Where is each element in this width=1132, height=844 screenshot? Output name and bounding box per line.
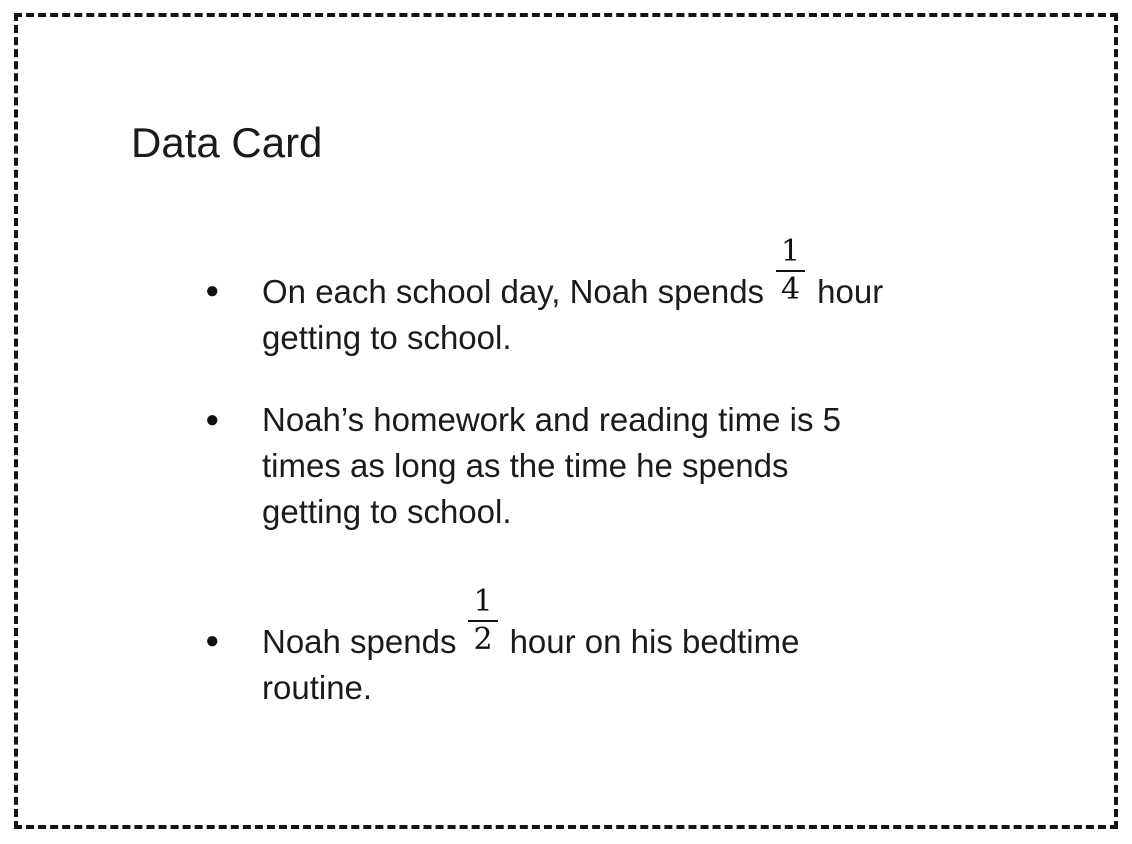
bullet-text [262, 235, 883, 361]
bullet-icon: ● [205, 627, 220, 654]
bullet-icon: ● [205, 277, 220, 304]
text-line: getting to school. [262, 493, 512, 530]
bullet-icon: ● [205, 406, 220, 433]
list-item [205, 585, 1074, 711]
list-item [205, 235, 1074, 361]
text-segment: Noah spends [262, 623, 457, 660]
fraction-denominator: 2 [473, 622, 493, 657]
text-segment: hour [817, 273, 884, 310]
fraction-numerator: 1 [468, 585, 497, 622]
bullet-text [262, 397, 841, 535]
fraction-denominator: 4 [781, 272, 801, 307]
fraction-numerator: 1 [776, 235, 805, 272]
card-title: Data Card [131, 119, 323, 166]
data-card [14, 13, 1118, 829]
bullet-text [262, 585, 799, 711]
fraction [776, 235, 805, 306]
text-segment: hour on his bedtime [509, 623, 800, 660]
fraction [468, 585, 497, 656]
text-segment: On each school day, Noah spends [262, 273, 765, 310]
bullet-list [18, 235, 1114, 711]
list-item [205, 397, 1074, 535]
text-line: getting to school. [262, 319, 512, 356]
text-line: times as long as the time he spends [262, 447, 789, 484]
text-line [262, 585, 799, 665]
text-line [262, 235, 883, 315]
text-line: Noah’s homework and reading time is 5 [262, 401, 842, 438]
text-line: routine. [262, 669, 373, 706]
